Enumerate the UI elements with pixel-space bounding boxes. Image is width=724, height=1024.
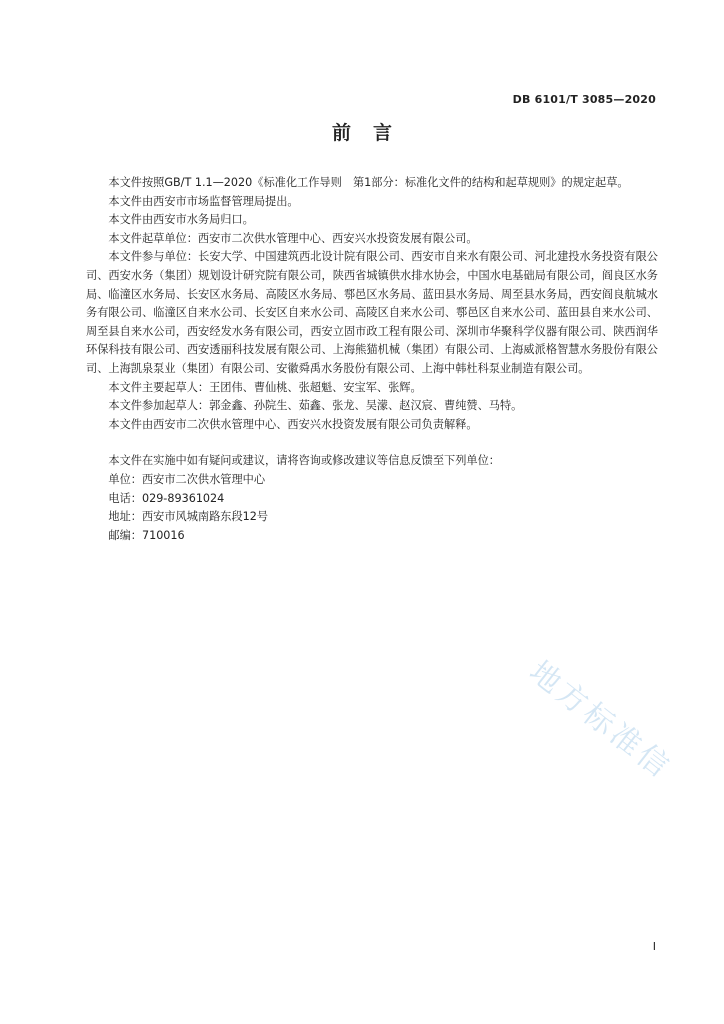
- feedback-address: 地址：西安市风城南路东段12号: [108, 510, 269, 524]
- preface-body: [86, 174, 658, 545]
- feedback-postcode: 邮编：710016: [108, 528, 185, 542]
- page-number: I: [652, 940, 656, 953]
- paragraph-drafting-units: 本文件起草单位：西安市二次供水管理中心、西安兴水投资发展有限公司。: [108, 231, 478, 245]
- paragraph-interpretation: 本文件由西安市二次供水管理中心、西安兴水投资发展有限公司负责解释。: [108, 417, 478, 431]
- paragraph-proposer: 本文件由西安市市场监督管理局提出。: [108, 194, 299, 208]
- section-spacer: [86, 434, 658, 452]
- feedback-intro: 本文件在实施中如有疑问或建议，请将咨询或修改建议等信息反馈至下列单位：: [108, 454, 500, 468]
- paragraph-participating-units: 本文件参与单位：长安大学、中国建筑西北设计院有限公司、西安市自来水有限公司、河北建投水务投资有限公司、西安水务（集团）规划设计研究院有限公司，陕西省城镇供水排水协会，中国水电基础局有限公司，阎良区水务局、临潼区水务局、长安区水务局、高陵区水务局、鄠邑区水务局、蓝田县水务局、周至县水务局，西安阎良航城水务有限公司、临潼区自来水公司、长安区自来水公司、高陵区自来水公司、鄠邑区自来水公司、蓝田县自来水公司、周至县自来水公司，西安经发水务有限公司，西安立固市政工程有限公司、深圳市华聚科学仪器有限公司、陕西润华环保科技有限公司、西安透丽科技发展有限公司、上海熊猫机械（集团）有限公司、上海威派格智慧水务股份有限公司、上海凯泉泵业（集团）有限公司、安徽舜禹水务股份有限公司、上海中韩杜科泵业制造有限公司。: [86, 250, 658, 375]
- document-code: DB 6101/T 3085—2020: [512, 93, 656, 106]
- paragraph-participating-drafters: 本文件参加起草人：郭金鑫、孙院生、茹鑫、张龙、吴濛、赵汉宸、曹纯赞、马特。: [108, 399, 523, 413]
- page-title: 前言: [331, 122, 414, 144]
- paragraph-administrator: 本文件由西安市水务局归口。: [108, 213, 254, 227]
- watermark: 地方标准信: [522, 654, 679, 787]
- paragraph-drafting-rules: 本文件按照GB/T 1.1—2020《标准化工作导则 第1部分：标准化文件的结构和起草规则》的规定起草。: [108, 176, 629, 189]
- feedback-phone: 电话：029-89361024: [108, 491, 225, 505]
- paragraph-main-drafters: 本文件主要起草人：王团伟、曹仙桃、张超魁、安宝军、张辉。: [108, 380, 422, 394]
- feedback-unit: 单位：西安市二次供水管理中心: [108, 472, 266, 486]
